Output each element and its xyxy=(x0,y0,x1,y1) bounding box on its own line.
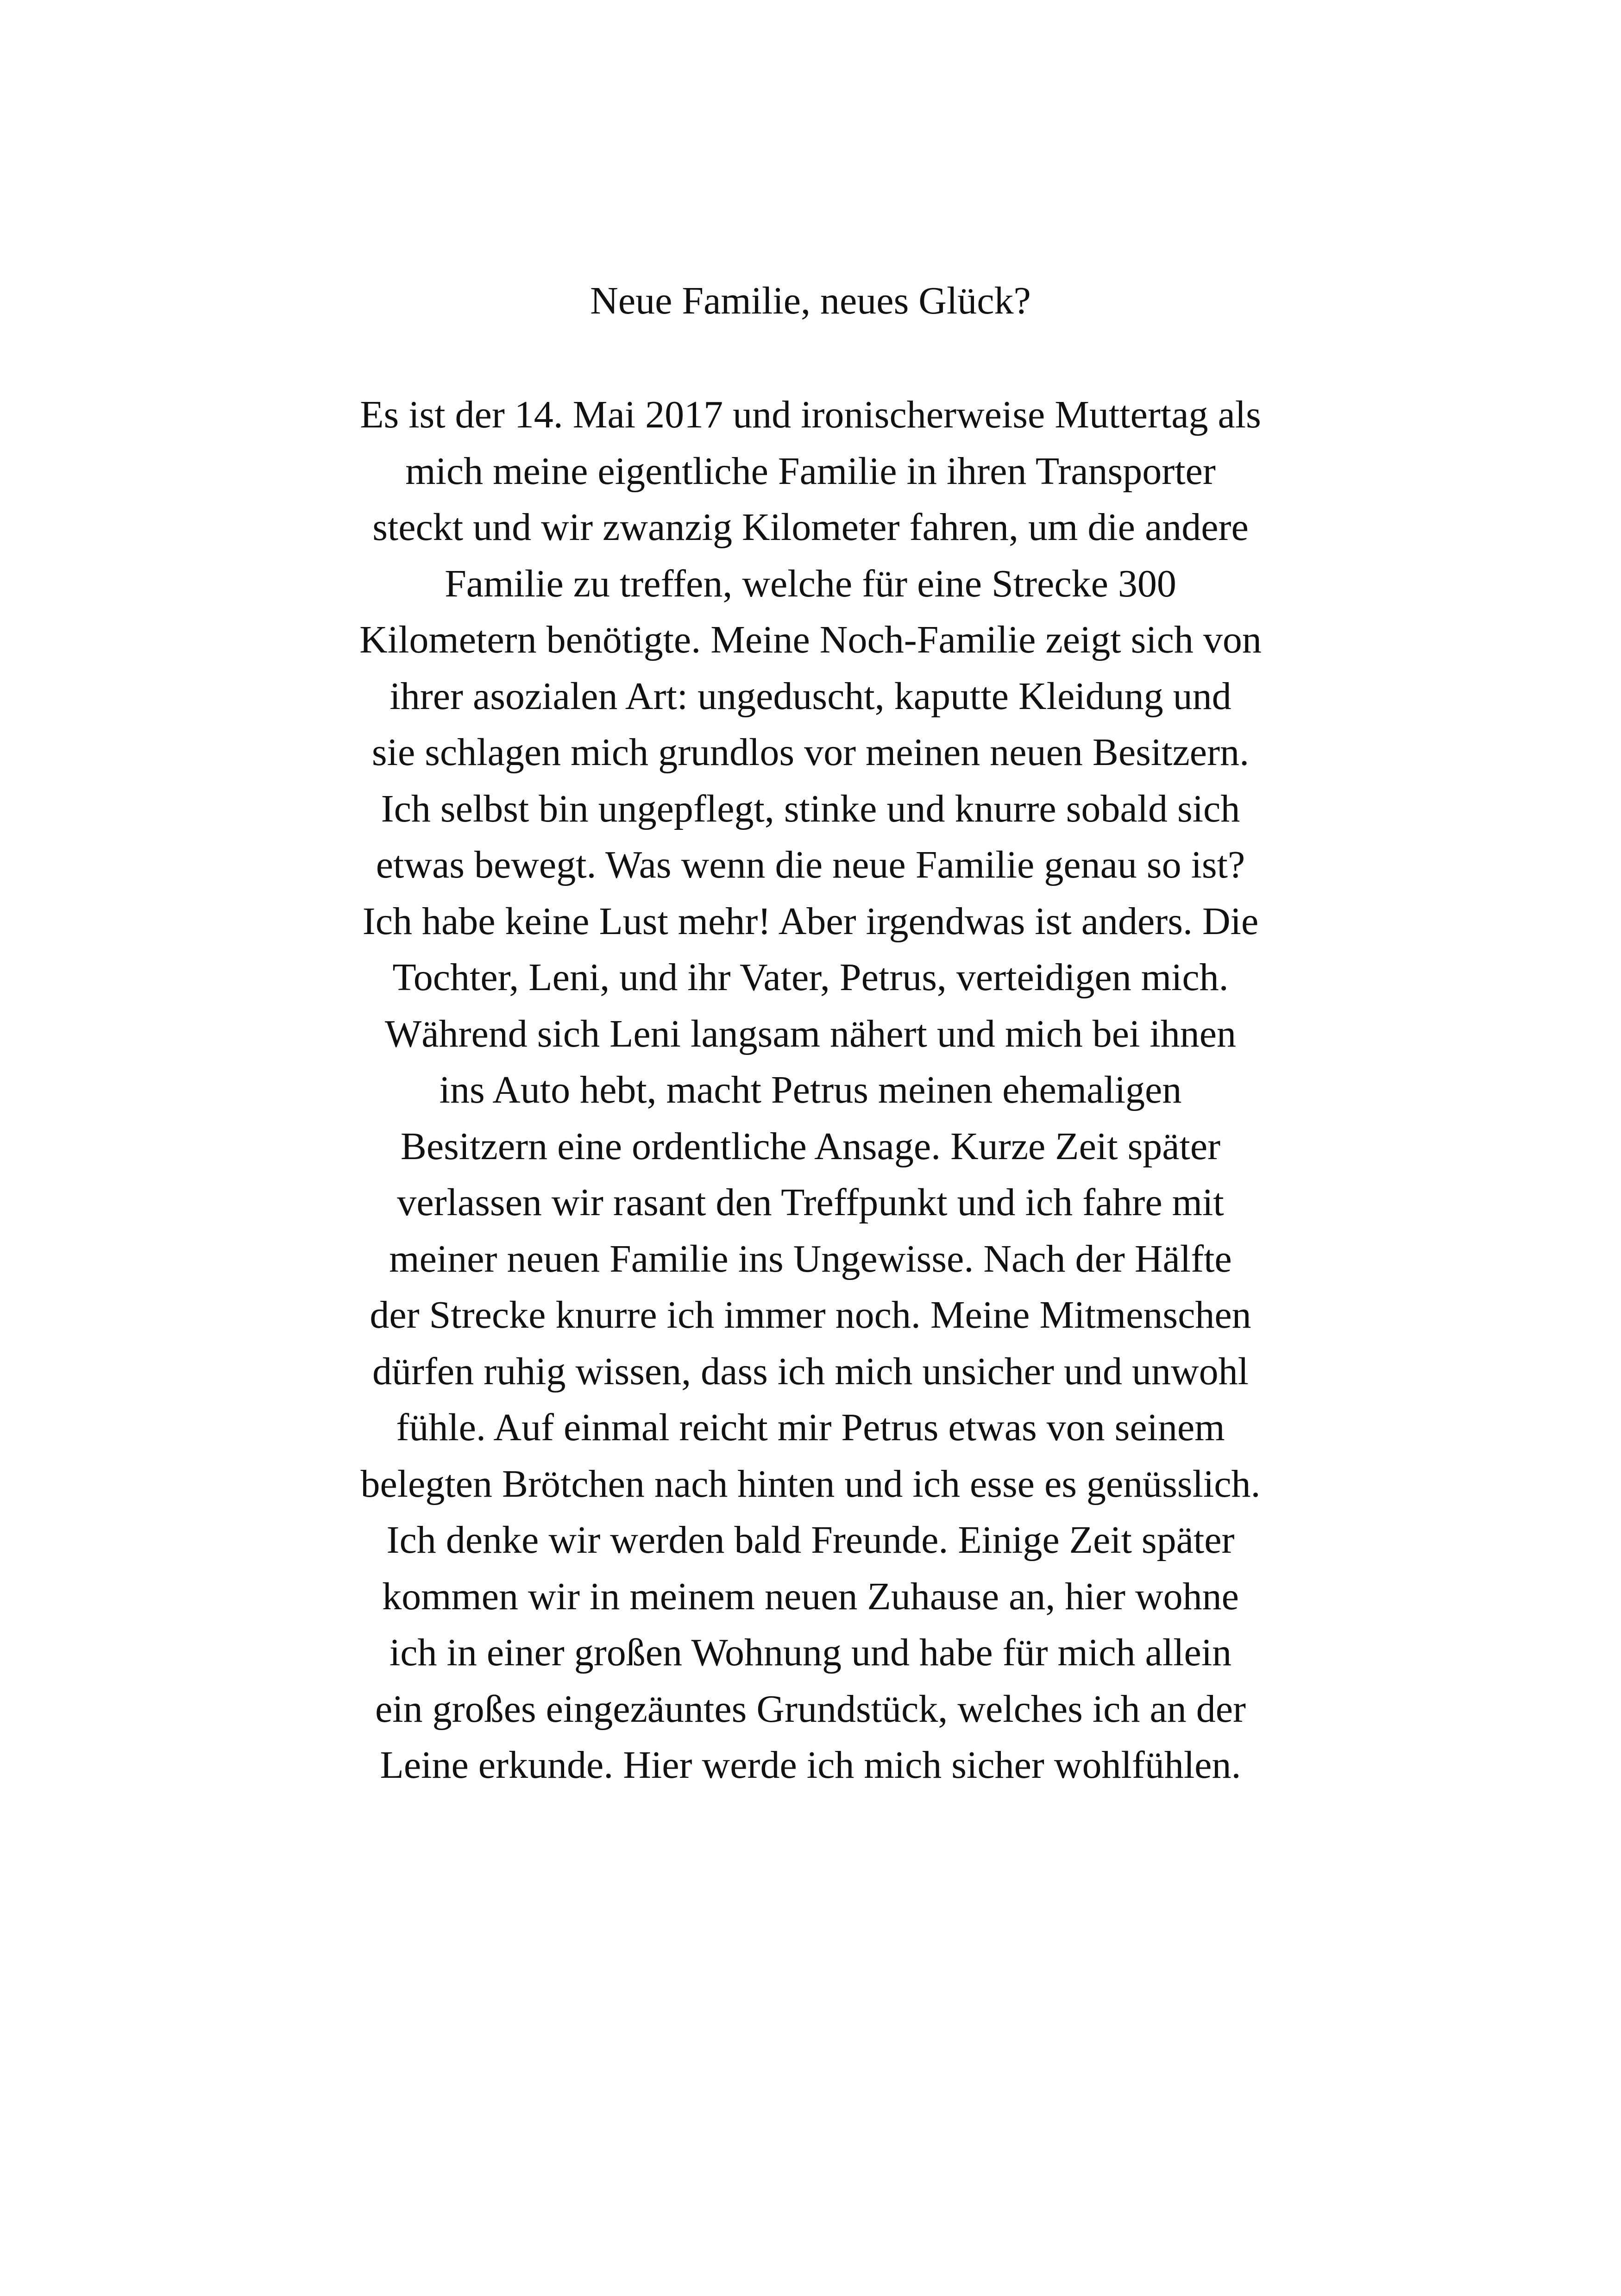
body-line: ihrer asozialen Art: ungeduscht, kaputte Kleidung und xyxy=(390,674,1231,718)
body-line: Während sich Leni langsam nähert und mich bei ihnen xyxy=(384,1012,1237,1055)
body-line: kommen wir in meinem neuen Zuhause an, hier wohne xyxy=(382,1575,1239,1618)
body-line: Besitzern eine ordentliche Ansage. Kurze Zeit später xyxy=(400,1124,1221,1168)
body-line: Tochter, Leni, und ihr Vater, Petrus, verteidigen mich. xyxy=(392,956,1229,999)
body-line: Leine erkunde. Hier werde ich mich sicher wohlfühlen. xyxy=(380,1744,1241,1787)
body-line: ein großes eingezäuntes Grundstück, welches ich an der xyxy=(375,1687,1246,1731)
body-line: mich meine eigentliche Familie in ihren Transporter xyxy=(405,449,1216,493)
body-line: belegten Brötchen nach hinten und ich esse es genüsslich. xyxy=(360,1462,1261,1506)
body-line: verlassen wir rasant den Treffpunkt und ich fahre mit xyxy=(397,1181,1224,1224)
body-line: Familie zu treffen, welche für eine Strecke 300 xyxy=(445,562,1176,605)
body-line: der Strecke knurre ich immer noch. Meine Mitmenschen xyxy=(370,1293,1251,1336)
body-line: dürfen ruhig wissen, dass ich mich unsicher und unwohl xyxy=(372,1349,1249,1393)
body-line: Ich selbst bin ungepflegt, stinke und knurre sobald sich xyxy=(381,787,1240,830)
body-line: Ich habe keine Lust mehr! Aber irgendwas ist anders. Die xyxy=(362,899,1259,943)
body-line: meiner neuen Familie ins Ungewisse. Nach der Hälfte xyxy=(389,1237,1232,1280)
document-body xyxy=(0,387,1621,1794)
body-line: etwas bewegt. Was wenn die neue Familie genau so ist? xyxy=(376,843,1245,886)
body-line: ins Auto hebt, macht Petrus meinen ehemaligen xyxy=(439,1068,1182,1111)
body-line: Kilometern benötigte. Meine Noch-Familie zeigt sich von xyxy=(359,618,1262,661)
body-line: Es ist der 14. Mai 2017 und ironischerweise Muttertag als xyxy=(360,393,1261,436)
body-line: ich in einer großen Wohnung und habe für mich allein xyxy=(389,1631,1232,1674)
body-line: fühle. Auf einmal reicht mir Petrus etwas von seinem xyxy=(396,1406,1225,1449)
body-line: steckt und wir zwanzig Kilometer fahren, um die andere xyxy=(372,506,1249,549)
body-line: sie schlagen mich grundlos vor meinen neuen Besitzern. xyxy=(371,731,1250,774)
body-line: Ich denke wir werden bald Freunde. Einige Zeit später xyxy=(386,1518,1235,1562)
document-title: Neue Familie, neues Glück? xyxy=(590,279,1031,322)
